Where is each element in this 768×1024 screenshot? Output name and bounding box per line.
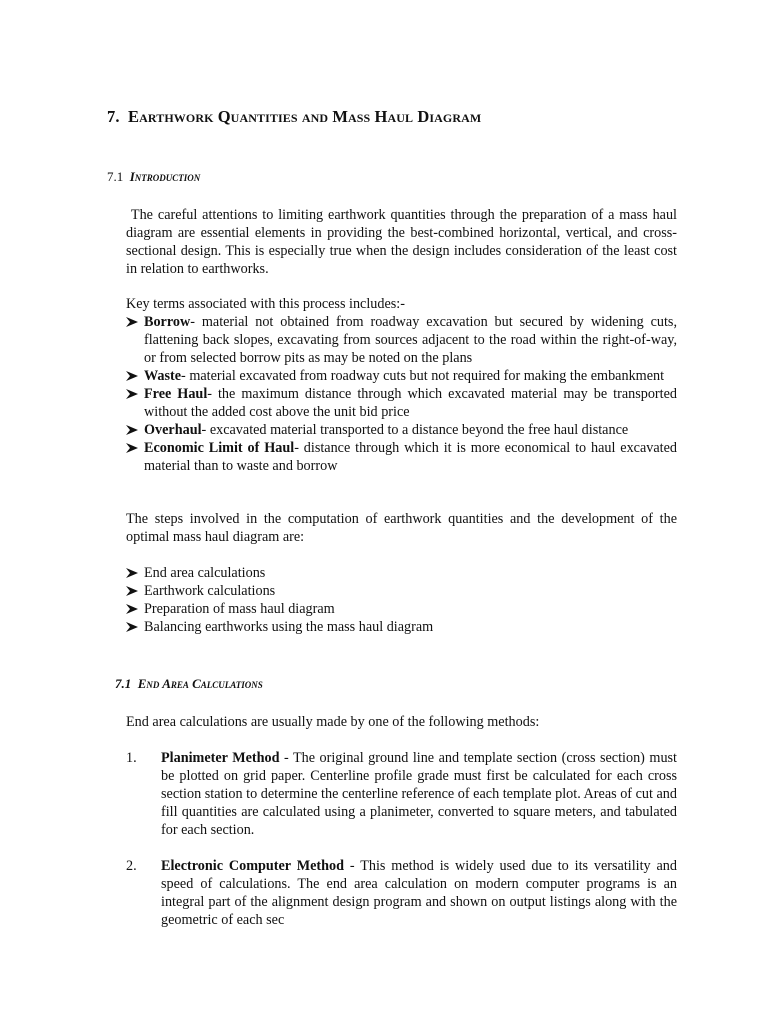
arrowhead-bullet-icon [126,568,138,578]
arrowhead-bullet-icon [126,425,138,435]
term-name: Free Haul [144,386,208,402]
intro-paragraph: The careful attentions to limiting earthwork quantities through the preparation of a mass haul diagram are essential elements in providing the best-combined horizontal, vertical, and cross-sectional design. This is especially true when the design includes consideration of the least cost in relation to earthworks. [126,207,681,277]
section-number: 7.1 [115,676,132,691]
chapter-title [107,108,481,126]
term-name: Waste [144,368,182,384]
steps-intro: The steps involved in the computation of earthwork quantities and the development of the optimal mass haul diagram are: [126,511,677,545]
list-item [126,367,677,385]
methods-intro: End area calculations are usually made by one of the following methods: [126,714,540,730]
method-description: - The original ground line and template section (cross section) must be plotted on grid paper. Centerline profile grade must first be calculated for each cross section station to determine the centerline reference of each template plot. Areas of cut and fill quantities are calculated using a planimeter, converted to square meters, and tabulated for each section. [161,750,677,838]
list-item [126,421,677,439]
arrowhead-bullet-icon [126,371,138,381]
list-item [126,385,677,421]
term-definition: - material not obtained from roadway excavation but secured by widening cuts, flattening back slopes, excavating from sources adjacent to the road within the right-of-way, or from selected borrow pits as may be noted on the plans [144,314,677,366]
arrowhead-bullet-icon [126,622,138,632]
list-item [126,582,677,600]
list-item [126,313,677,367]
key-terms-list [126,313,677,475]
method-number: 1. [126,750,137,766]
step-text: End area calculations [144,565,266,581]
section-heading-end-area [115,675,263,693]
list-item [126,600,677,618]
step-text: Preparation of mass haul diagram [144,601,335,617]
step-text: Earthwork calculations [144,583,276,599]
term-name: Overhaul [144,422,202,438]
list-item [126,749,677,839]
step-text: Balancing earthworks using the mass haul diagram [144,619,434,635]
term-definition: - material excavated from roadway cuts but not required for making the embankment [181,368,665,384]
section-heading-introduction [107,168,200,186]
steps-list [126,564,677,636]
key-terms-intro: Key terms associated with this process includes:- [126,296,405,312]
term-definition: - the maximum distance through which excavated material may be transported without the added cost above the unit bid price [144,386,677,420]
list-item [126,564,677,582]
method-name: Electronic Computer Method [161,858,345,874]
term-definition: - excavated material transported to a distance beyond the free haul distance [201,422,629,438]
arrowhead-bullet-icon [126,586,138,596]
list-item [126,439,677,475]
section-title: End Area Calculations [137,676,263,691]
chapter-number: 7. [107,107,120,126]
method-number: 2. [126,858,137,874]
method-name: Planimeter Method [161,750,280,766]
method-description: - This method is widely used due to its versatility and speed of calculations. The end area calculation on modern computer programs is an integral part of the alignment design program and shown on output listings along with the geometric of each sec [161,858,677,928]
term-name: Borrow [144,314,191,330]
methods-list [126,749,677,929]
list-item [126,618,677,636]
arrowhead-bullet-icon [126,389,138,399]
list-item [126,857,677,929]
section-number: 7.1 [107,169,124,184]
arrowhead-bullet-icon [126,443,138,453]
arrowhead-bullet-icon [126,317,138,327]
section-title: Introduction [129,169,201,184]
term-definition: - distance through which it is more economical to haul excavated material than to waste and borrow [144,440,677,474]
term-name: Economic Limit of Haul [144,440,295,456]
chapter-title-text: Earthwork Quantities and Mass Haul Diagram [128,107,482,126]
arrowhead-bullet-icon [126,604,138,614]
